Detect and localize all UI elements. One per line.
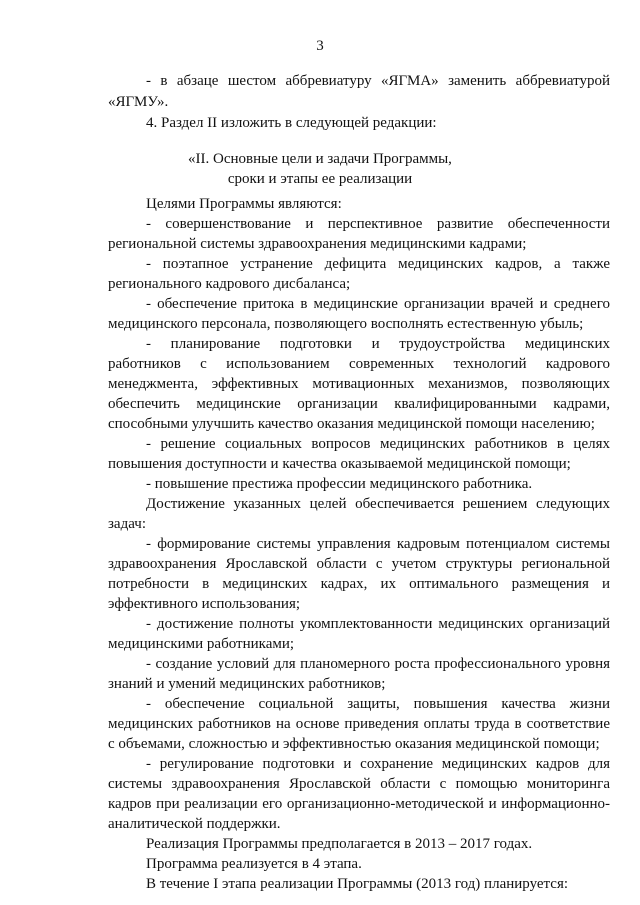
body-line: знаний и умений медицинских работников; — [108, 676, 386, 692]
body-line: задач: — [108, 516, 146, 532]
section-heading-line-1: «II. Основные цели и задачи Программы, — [188, 151, 452, 167]
body-line: региональной системы здравоохранения медицинскими кадрами; — [108, 236, 527, 252]
body-line: повышения доступности и качества оказываемой медицинской помощи; — [108, 456, 571, 472]
body-line: - повышение престижа профессии медицинского работника. — [146, 476, 533, 492]
body-line: - поэтапное устранение дефицита медицинских кадров, а также — [146, 256, 610, 272]
body-line: работников с использованием современных технологий кадрового — [108, 356, 610, 372]
body-line: - создание условий для планомерного роста профессионального уровня — [146, 656, 610, 672]
body-line: аналитической поддержки. — [108, 816, 281, 832]
body-line: - совершенствование и перспективное развитие обеспеченности — [146, 216, 610, 232]
body-line: менеджмента, эффективных мотивационных механизмов, позволяющих — [108, 376, 610, 392]
body-line: Достижение указанных целей обеспечивается решением следующих — [146, 496, 610, 512]
body-line: 4. Раздел II изложить в следующей редакции: — [146, 115, 437, 131]
body-line: Реализация Программы предполагается в 2013 – 2017 годах. — [146, 836, 533, 852]
body-line: - обеспечение притока в медицинские организации врачей и среднего — [146, 296, 610, 312]
section-heading-line-2: сроки и этапы ее реализации — [227, 171, 413, 187]
body-line: с объемами, сложностью и эффективностью оказания медицинской помощи; — [108, 736, 600, 752]
body-line: регионального кадрового дисбаланса; — [108, 276, 351, 292]
body-line: - обеспечение социальной защиты, повышения качества жизни — [146, 696, 610, 712]
body-line: способными улучшить качество оказания медицинской помощи населению; — [108, 416, 595, 432]
body-line: потребности в медицинских кадрах, их оптимального размещения и — [108, 576, 610, 592]
body-line: «ЯГМУ». — [108, 94, 169, 110]
body-line: - регулирование подготовки и сохранение медицинских кадров для — [146, 756, 610, 772]
body-line: - решение социальных вопросов медицинских работников в целях — [146, 436, 610, 452]
body-line: Целями Программы являются: — [146, 196, 342, 212]
body-line: обеспечить медицинские организации квалифицированными кадрами, — [108, 396, 610, 412]
body-line: - планирование подготовки и трудоустройства медицинских — [146, 336, 610, 352]
page-number: 3 — [316, 38, 324, 54]
body-line: медицинских работников на основе приведения оплаты труда в соответствие — [108, 716, 610, 732]
body-line: здравоохранения Ярославской области с учетом структуры региональной — [108, 556, 610, 572]
body-line: Программа реализуется в 4 этапа. — [146, 856, 362, 872]
body-line: - в абзаце шестом аббревиатуру «ЯГМА» заменить аббревиатурой — [146, 73, 610, 89]
body-line: кадров при реализации его организационно-методической и информационно- — [108, 796, 610, 812]
body-line: системы здравоохранения Ярославской области с помощью мониторинга — [108, 776, 610, 792]
body-line: - формирование системы управления кадровым потенциалом системы — [146, 536, 610, 552]
body-line: В течение I этапа реализации Программы (2013 год) планируется: — [146, 876, 569, 892]
body-line: - достижение полноты укомплектованности медицинских организаций — [146, 616, 610, 632]
body-line: эффективного использования; — [108, 596, 301, 612]
body-line: медицинского персонала, позволяющего восполнять естественную убыль; — [108, 316, 584, 332]
body-line: медицинскими работниками; — [108, 636, 295, 652]
